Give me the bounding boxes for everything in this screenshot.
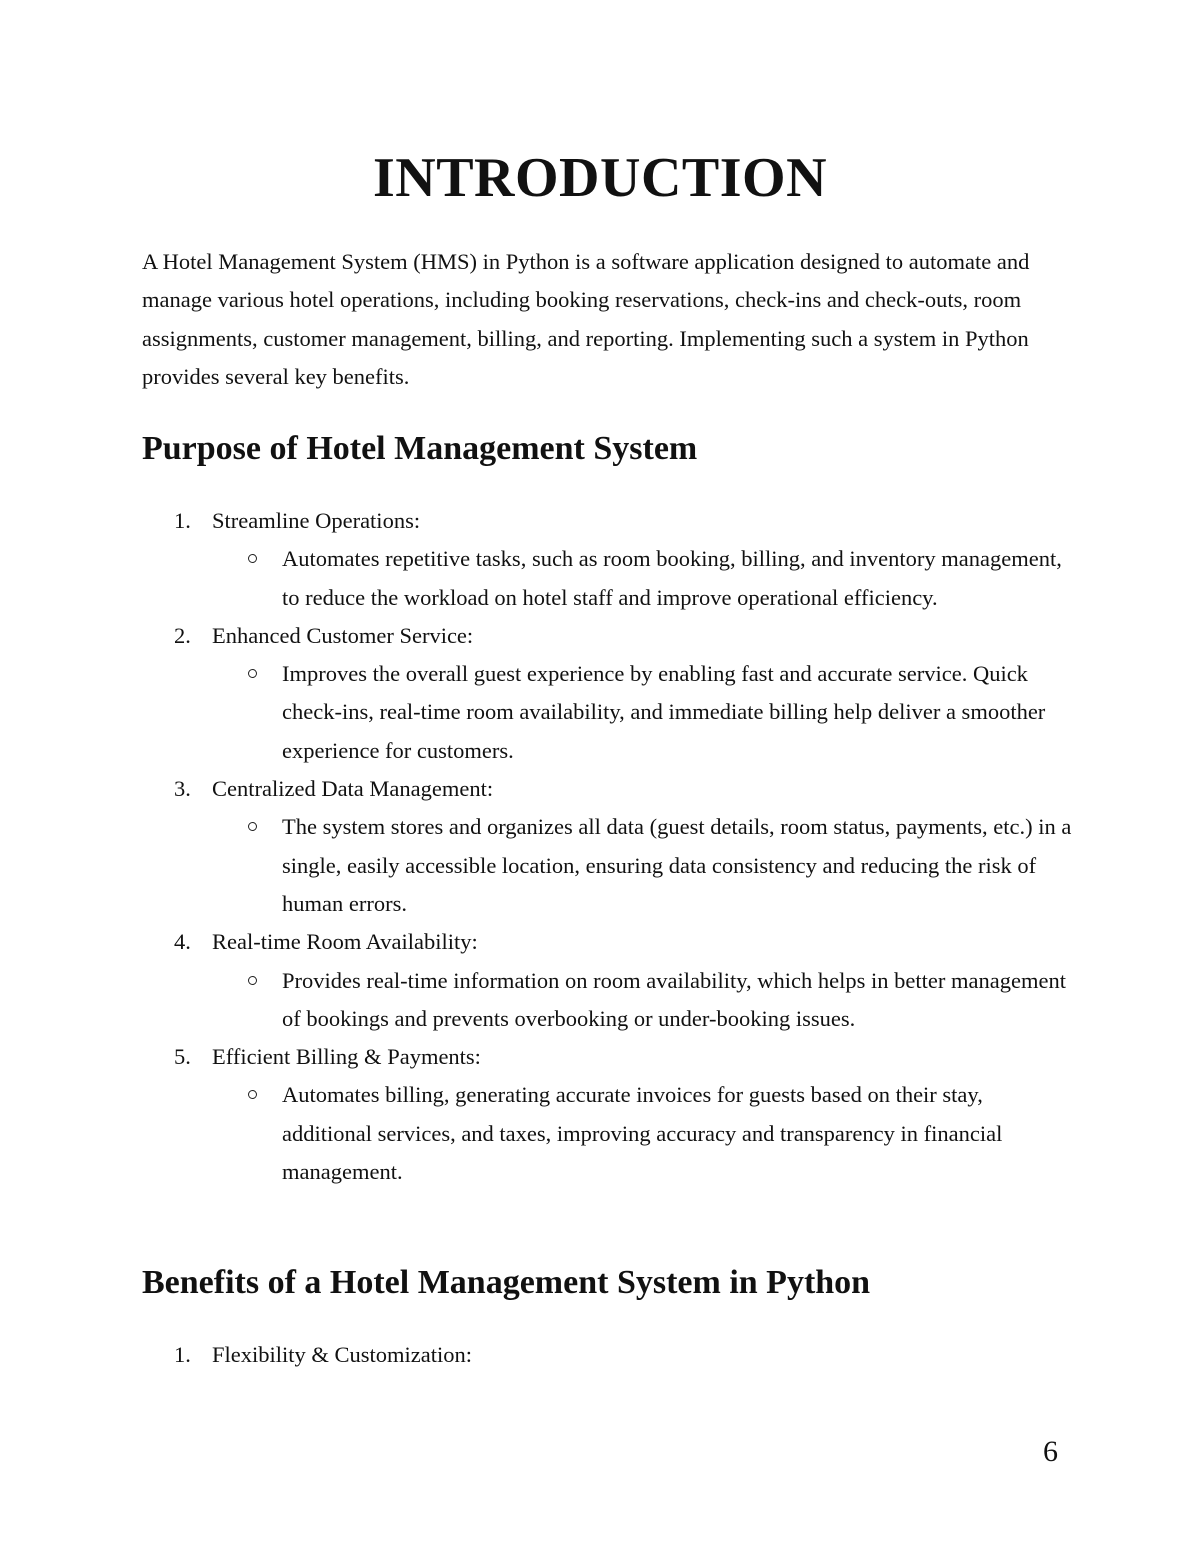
list-number: 4. — [174, 929, 191, 955]
list-item — [142, 502, 1072, 617]
list-number: 2. — [174, 622, 191, 648]
list-number: 1. — [174, 1342, 191, 1367]
sub-list-item — [212, 962, 1072, 1039]
sub-list-item-text: The system stores and organizes all data (guest details, room status, payments, etc.) in a single, easily accessible location, ensuring data consistency and reducing the risk of human errors. — [282, 814, 1072, 916]
sub-list-item — [212, 540, 1072, 617]
sub-list-item-text: Automates billing, generating accurate invoices for guests based on their stay, additional services, and taxes, improving accuracy and transparency in financial management. — [282, 1082, 1003, 1185]
list-number: 3. — [174, 776, 191, 802]
sub-list-item — [212, 808, 1072, 923]
circle-bullet-icon — [248, 554, 257, 563]
circle-bullet-icon — [248, 976, 257, 985]
list-item-label: Real-time Room Availability: — [212, 929, 478, 955]
page-title: INTRODUCTION — [372, 147, 828, 209]
purpose-heading: Purpose of Hotel Management System — [142, 430, 698, 467]
benefits-list — [142, 1336, 1072, 1374]
list-item-label: Streamline Operations: — [212, 508, 421, 533]
sub-list-item-text: Automates repetitive tasks, such as room booking, billing, and inventory management, to reduce the workload on hotel staff and improve operational efficiency. — [282, 546, 1062, 610]
list-item-label: Efficient Billing & Payments: — [212, 1044, 481, 1070]
intro-paragraph: A Hotel Management System (HMS) in Python is a software application designed to automate and manage various hotel operations, including booking reservations, check-ins and check-outs, room assignments, customer management, billing, and reporting. Implementing such a system in Python provides several key benefits. — [142, 249, 1030, 389]
sub-list-item-text: Provides real-time information on room availability, which helps in better management of bookings and prevents overbooking or under-booking issues. — [282, 967, 1066, 1031]
sub-list-item — [212, 1076, 1072, 1191]
list-item-label: Flexibility & Customization: — [212, 1342, 473, 1367]
list-item-label: Enhanced Customer Service: — [212, 622, 474, 648]
purpose-list — [142, 502, 1072, 1191]
sub-list-item-text: Improves the overall guest experience by enabling fast and accurate service. Quick check-ins, real-time room availability, and immediate billing help deliver a smoother experience for customers. — [282, 661, 1046, 763]
page-number: 6 — [1043, 1435, 1058, 1468]
circle-bullet-icon — [248, 669, 257, 678]
list-item — [142, 1336, 1072, 1374]
benefits-heading: Benefits of a Hotel Management System in Python — [142, 1264, 871, 1301]
list-item-label: Centralized Data Management: — [212, 776, 494, 802]
list-item — [142, 617, 1072, 770]
list-item — [142, 1038, 1072, 1191]
list-item — [142, 923, 1072, 1038]
list-number: 5. — [174, 1044, 191, 1070]
list-number: 1. — [174, 508, 191, 533]
sub-list-item — [212, 655, 1072, 770]
list-item — [142, 770, 1072, 923]
circle-bullet-icon — [248, 1090, 257, 1099]
circle-bullet-icon — [248, 822, 257, 831]
